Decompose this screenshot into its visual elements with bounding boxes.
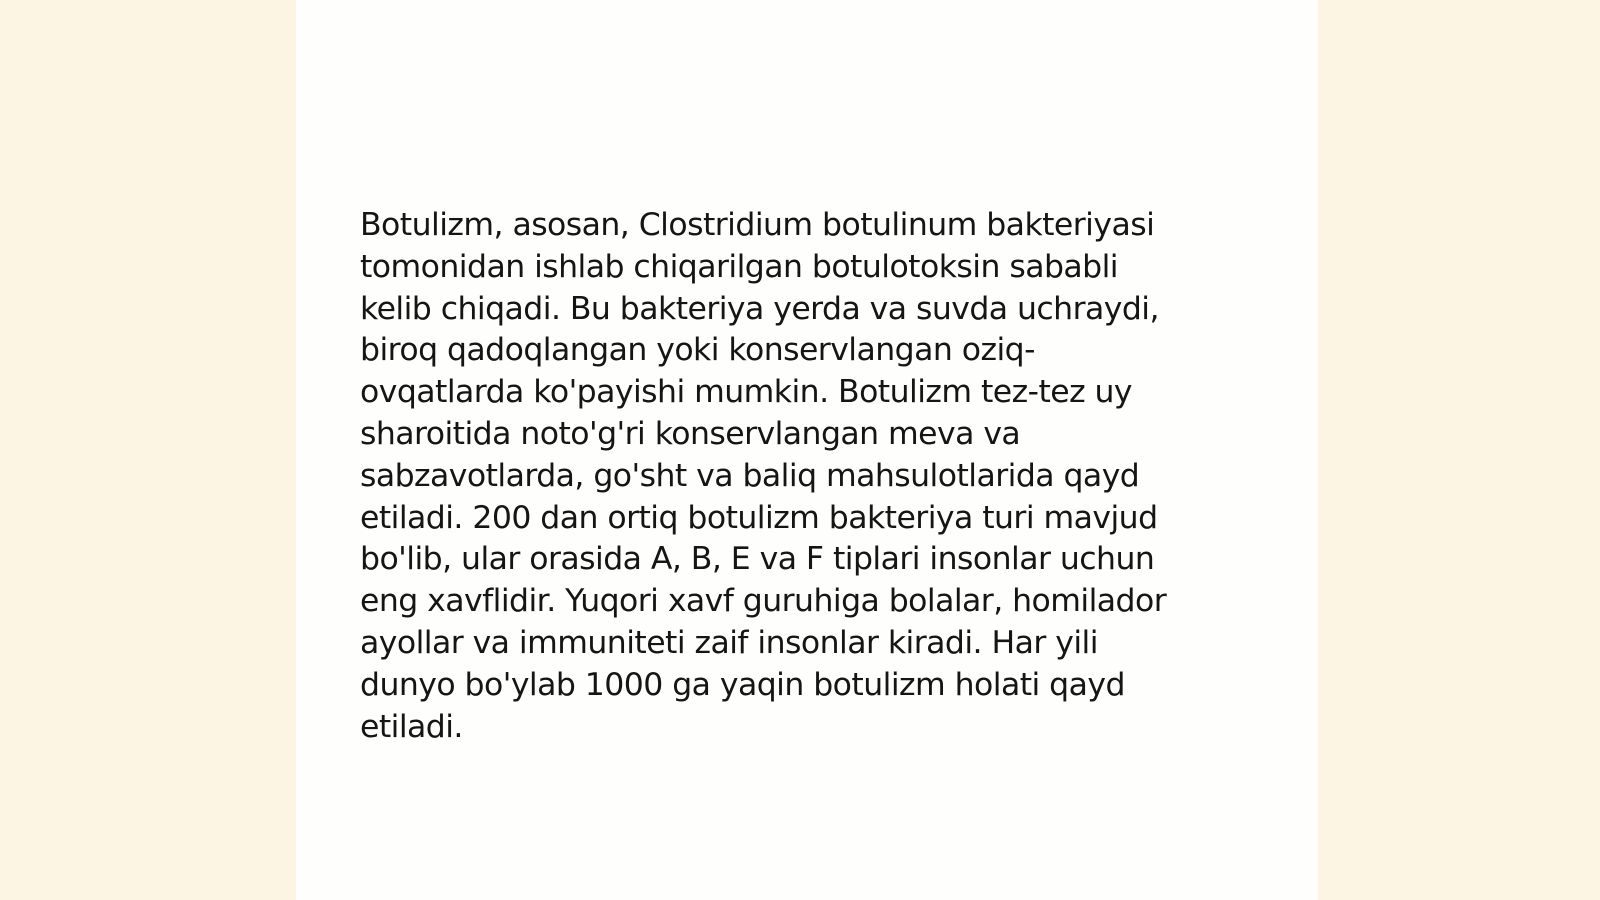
text-line: sabzavotlarda, go'sht va baliq mahsulotlarida qayd — [360, 457, 1140, 494]
slide-body-text — [360, 205, 1240, 748]
right-margin-panel — [1318, 0, 1600, 900]
text-line: bo'lib, ular orasida A, B, E va F tiplari insonlar uchun — [360, 541, 1155, 578]
text-line: Botulizm, asosan, Clostridium botulinum bakteriyasi — [360, 207, 1155, 243]
text-line: sharoitida noto'g'ri konservlangan meva va — [360, 415, 1021, 452]
text-line: ovqatlarda ko'payishi mumkin. Botulizm tez-tez uy — [360, 374, 1133, 411]
slide-page — [296, 0, 1318, 900]
text-line: dunyo bo'ylab 1000 ga yaqin botulizm holati qayd — [360, 666, 1125, 703]
text-line: eng xavflidir. Yuqori xavf guruhiga bolalar, homilador — [360, 583, 1167, 620]
text-line: ayollar va immuniteti zaif insonlar kiradi. Har yili — [360, 624, 1098, 661]
text-line: etiladi. — [360, 708, 463, 745]
text-line: tomonidan ishlab chiqarilgan botulotoksin sababli — [360, 248, 1118, 285]
text-line: kelib chiqadi. Bu bakteriya yerda va suvda uchraydi, — [360, 290, 1159, 327]
text-line: etiladi. 200 dan ortiq botulizm bakteriya turi mavjud — [360, 499, 1158, 536]
text-line: biroq qadoqlangan yoki konservlangan oziq- — [360, 332, 1035, 369]
left-margin-panel — [0, 0, 296, 900]
